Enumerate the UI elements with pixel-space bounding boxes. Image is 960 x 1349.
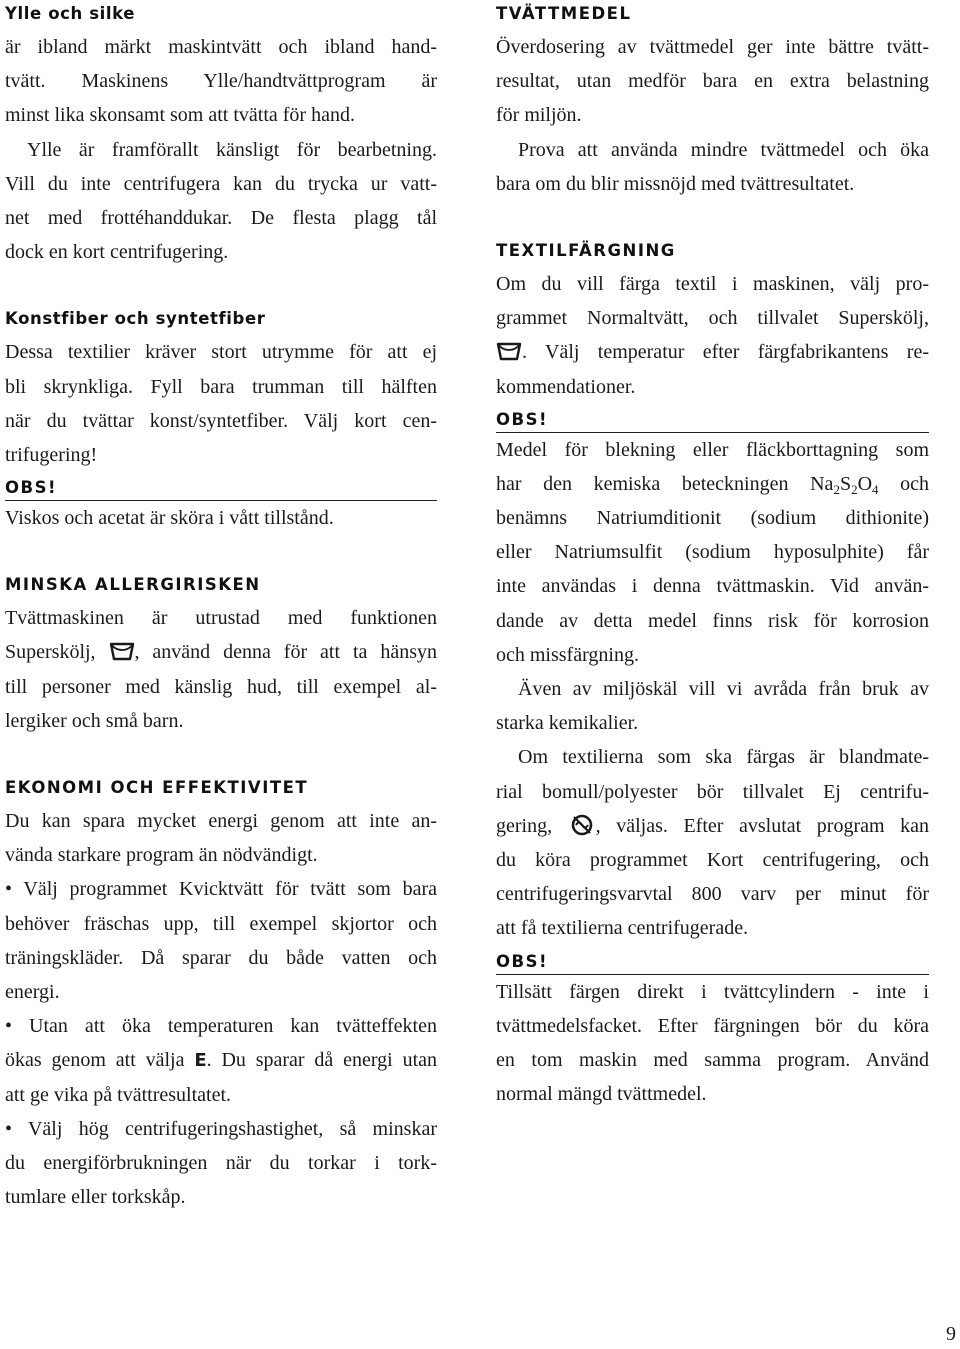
text-line: Ylle är framförallt känsligt för bearbetning.: [27, 138, 437, 161]
heading-ylle-och-silke: Ylle och silke: [5, 4, 136, 23]
no-spin-icon: [568, 814, 596, 836]
text-line: normal mängd tvättmedel.: [496, 1083, 707, 1106]
bullet-line: • Välj hög centrifugeringshastighet, så minskar: [5, 1117, 437, 1140]
text-line: när du tvättar konst/syntetfiber. Välj kort cen-: [5, 409, 437, 432]
text-line: minst lika skonsamt som att tvätta för hand.: [5, 104, 355, 127]
text-fragment: . Du sparar då energi utan: [206, 1049, 438, 1072]
text-line: lergiker och små barn.: [5, 709, 184, 732]
text-fragment: , använd denna för att ta hänsyn: [134, 641, 437, 664]
text-line: Vill du inte centrifugera kan du trycka ur vatt-: [5, 172, 437, 195]
text-line: du energiförbrukningen när du torkar i tork-: [5, 1151, 437, 1174]
tub-icon: [496, 341, 522, 361]
text-line: Du kan spara mycket energi genom att inte an-: [5, 810, 437, 832]
text-line: du köra programmet Kort centrifugering, och: [496, 848, 929, 871]
text-line: Dessa textilier kräver stort utrymme för att ej: [5, 341, 437, 364]
text-line: eller Natriumsulfit (sodium hyposulphite) får: [496, 541, 929, 564]
formula-subscript: 2: [851, 481, 858, 497]
text-fragment: och: [900, 472, 930, 495]
text-line: Prova att använda mindre tvättmedel och öka: [518, 138, 929, 161]
text-line: Om du vill färga textil i maskinen, välj pro-: [496, 272, 929, 295]
text-line: kommendationer.: [496, 375, 636, 398]
text-line: benämns Natriumditionit (sodium dithionite): [496, 507, 929, 530]
heading-tvattmedel: TVÄTTMEDEL: [496, 4, 632, 23]
text-line: resultat, utan medför bara en extra belastning: [496, 70, 929, 93]
text-line: [496, 335, 929, 369]
chemical-formula-line: [496, 467, 929, 501]
text-line: till personer med känslig hud, till exempel al-: [5, 675, 437, 698]
text-line: [496, 809, 929, 843]
bullet-line: • Välj programmet Kvicktvätt för tvätt som bara: [5, 878, 437, 901]
e-symbol-icon: E: [194, 1050, 207, 1072]
text-line: träningskläder. Då sparar du både vatten och: [5, 946, 437, 969]
text-line: Medel för blekning eller fläckborttagning som: [496, 438, 929, 461]
text-line: Viskos och acetat är sköra i vått tillstånd.: [5, 507, 334, 530]
text-line: [5, 635, 437, 669]
text-line: trifugering!: [5, 443, 98, 466]
text-line: centrifugeringsvarvtal 800 varv per minut för: [496, 883, 929, 906]
text-line: bara om du blir missnöjd med tvättresultatet.: [496, 172, 855, 195]
text-line: starka kemikalier.: [496, 712, 639, 735]
text-line: är ibland märkt maskintvätt och ibland hand-: [5, 36, 437, 58]
text-line: bli skrynkliga. Fyll bara trumman till hälften: [5, 375, 437, 398]
text-line: Överdosering av tvättmedel ger inte bättre tvätt-: [496, 36, 929, 58]
obs-label: OBS!: [496, 950, 929, 975]
text-line: behöver fräschas upp, till exempel skjortor och: [5, 912, 437, 935]
text-line: vända starkare program än nödvändigt.: [5, 844, 318, 867]
heading-textilfargning: TEXTILFÄRGNING: [496, 240, 676, 260]
heading-minska-allergirisken: MINSKA ALLERGIRISKEN: [5, 575, 261, 595]
text-line: tvätt. Maskinens Ylle/handtvättprogram är: [5, 70, 437, 93]
text-line: tvättmedelsfacket. Efter färgningen bör du köra: [496, 1014, 929, 1037]
text-fragment: . Välj temperatur efter färgfabrikantens re-: [522, 341, 929, 364]
text-line: energi.: [5, 980, 60, 1003]
text-line: net med frottéhanddukar. De flesta plagg tål: [5, 206, 437, 229]
text-fragment: ökas genom att välja: [5, 1049, 185, 1072]
formula-s: S: [839, 472, 852, 495]
text-line: dande av detta medel finns risk för korrosion: [496, 609, 929, 632]
text-line: Tvättmaskinen är utrustad med funktionen: [5, 607, 437, 630]
text-line: rial bomull/polyester bör tillvalet Ej centrifu-: [496, 780, 929, 803]
bullet-line: • Utan att öka temperaturen kan tvätteffekten: [5, 1015, 437, 1038]
text-fragment: Superskölj,: [5, 641, 96, 664]
text-line: att ge vika på tvättresultatet.: [5, 1083, 232, 1106]
obs-label: OBS!: [496, 408, 929, 433]
formula-na: Na: [810, 472, 834, 495]
chemical-formula: [810, 473, 878, 495]
text-fragment: har den kemiska beteckningen: [496, 472, 789, 495]
text-line: Om textilierna som ska färgas är blandmate-: [518, 746, 929, 769]
text-line: dock en kort centrifugering.: [5, 241, 229, 264]
text-line: inte användas i denna tvättmaskin. Vid använ-: [496, 575, 929, 598]
text-line: Även av miljöskäl vill vi avråda från bruk av: [518, 678, 929, 700]
text-line: en tom maskin med samma program. Använd: [496, 1048, 929, 1071]
page-number: 9: [946, 1323, 956, 1345]
text-fragment: , väljas. Efter avslutat program kan: [595, 814, 929, 837]
text-line: att få textilierna centrifugerade.: [496, 917, 749, 940]
heading-konstfiber: Konstfiber och syntetfiber: [5, 309, 266, 329]
tub-icon: [109, 641, 135, 661]
formula-o: O: [857, 472, 873, 495]
formula-subscript: 2: [833, 481, 840, 497]
text-line: grammet Normaltvätt, och tillvalet Superskölj,: [496, 307, 929, 330]
text-line: för miljön.: [496, 104, 582, 127]
formula-subscript: 4: [872, 481, 879, 497]
text-fragment: gering,: [496, 814, 553, 837]
left-column: [5, 0, 437, 1214]
text-line: och missfärgning.: [496, 643, 639, 666]
text-line: [5, 1043, 437, 1077]
heading-ekonomi-och-effektivitet: EKONOMI OCH EFFEKTIVITET: [5, 778, 309, 797]
text-line: Tillsätt färgen direkt i tvättcylindern - inte i: [496, 980, 929, 1003]
right-column: [496, 0, 929, 1111]
obs-label: OBS!: [5, 476, 437, 501]
text-line: tumlare eller torkskåp.: [5, 1186, 186, 1209]
